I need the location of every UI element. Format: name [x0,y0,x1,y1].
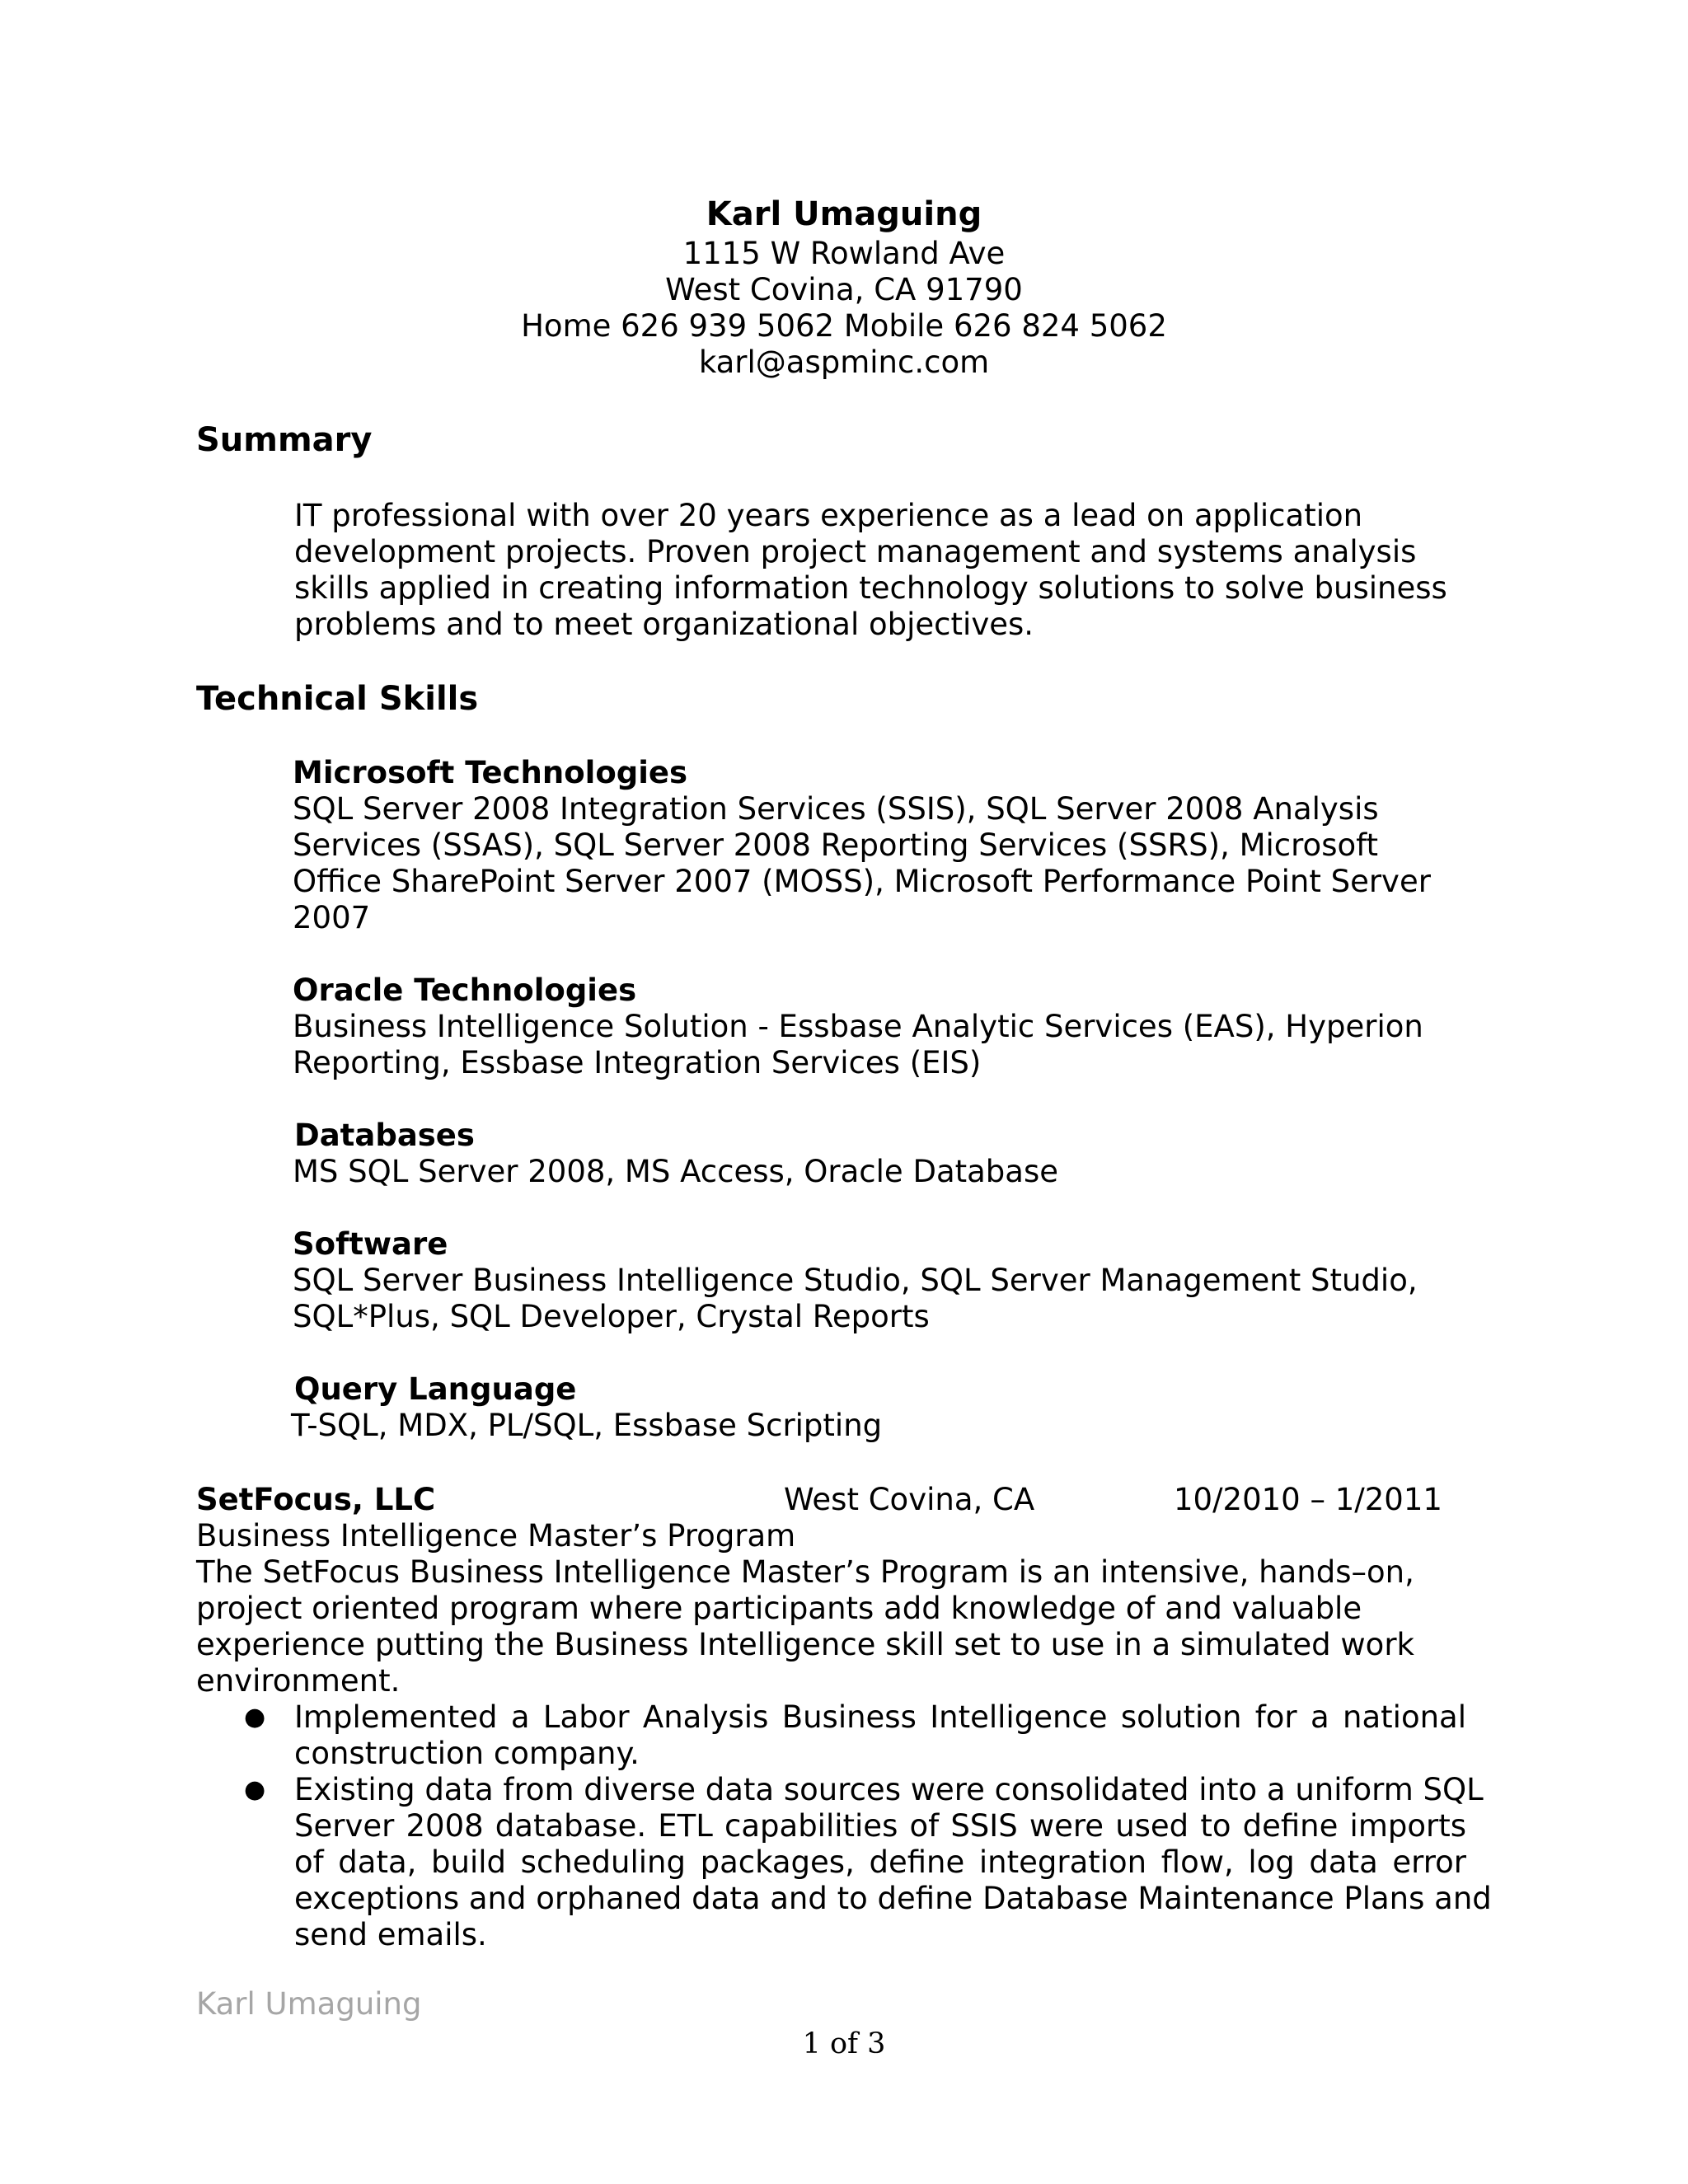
skill-group-line: Office SharePoint Server 2007 (MOSS), Microsoft Performance Point Server [293,864,1431,899]
skill-group-title: Query Language [294,1371,577,1407]
bullet-line: Implemented a Labor Analysis Business Intelligence solution for a national [294,1699,1466,1735]
program-description-line: project oriented program where participants add knowledge of and valuable [196,1591,1362,1626]
skill-group-title: Databases [294,1118,475,1153]
skill-group-line: Reporting, Essbase Integration Services (EIS) [293,1045,982,1080]
phone-numbers: Home 626 939 5062 Mobile 626 824 5062 [521,308,1167,344]
skill-group-line: 2007 [293,900,371,935]
bullet-line: of data, build scheduling packages, define integration flow, log data error [294,1844,1466,1880]
summary-line: skills applied in creating information technology solutions to solve business [294,570,1447,606]
candidate-name: Karl Umaguing [706,195,982,233]
bullet-line: Server 2008 database. ETL capabilities of SSIS were used to define imports [294,1808,1466,1844]
address-line-1: 1115 W Rowland Ave [682,236,1006,271]
bullet-line: exceptions and orphaned data and to define Database Maintenance Plans and [294,1881,1492,1916]
skill-group-line: MS SQL Server 2008, MS Access, Oracle Database [293,1154,1058,1189]
employment-dates: 10/2010 – 1/2011 [1174,1482,1442,1517]
skill-group-line: SQL Server Business Intelligence Studio, SQL Server Management Studio, [293,1263,1418,1298]
bullet-line: construction company. [294,1736,640,1771]
skill-group-line: Business Intelligence Solution - Essbase Analytic Services (EAS), Hyperion [293,1009,1423,1044]
skill-group-title: Oracle Technologies [293,972,637,1008]
program-description-line: environment. [196,1663,401,1699]
bullet-line: send emails. [294,1917,487,1952]
program-description-line: experience putting the Business Intelligence skill set to use in a simulated work [196,1627,1414,1662]
program-title: Business Intelligence Master’s Program [196,1518,796,1554]
summary-heading: Summary [196,421,373,459]
address-line-2: West Covina, CA 91790 [665,272,1023,307]
company-name: SetFocus, LLC [196,1482,436,1517]
footer-name: Karl Umaguing [196,1986,422,2022]
email-address: karl@aspminc.com [698,344,990,380]
technical-skills-heading: Technical Skills [196,680,479,718]
bullet-icon: ● [244,1703,266,1732]
program-description-line: The SetFocus Business Intelligence Master’s Program is an intensive, hands–on, [196,1554,1414,1590]
summary-line: IT professional with over 20 years experience as a lead on application [294,498,1363,533]
summary-line: problems and to meet organizational objectives. [294,607,1034,642]
skill-group-line: SQL Server 2008 Integration Services (SSIS), SQL Server 2008 Analysis [293,791,1379,827]
company-location: West Covina, CA [784,1482,1035,1517]
skill-group-title: Microsoft Technologies [293,755,688,790]
summary-line: development projects. Proven project management and systems analysis [294,534,1417,569]
skill-group-line: Services (SSAS), SQL Server 2008 Reporting Services (SSRS), Microsoft [293,827,1378,863]
bullet-line: Existing data from diverse data sources were consolidated into a uniform SQL [294,1772,1484,1807]
page-number: 1 of 3 [802,2027,886,2060]
skill-group-line: SQL*Plus, SQL Developer, Crystal Reports [293,1299,930,1334]
skill-group-title: Software [293,1226,448,1262]
bullet-icon: ● [244,1775,266,1804]
skill-group-line: T-SQL, MDX, PL/SQL, Essbase Scripting [291,1408,883,1443]
